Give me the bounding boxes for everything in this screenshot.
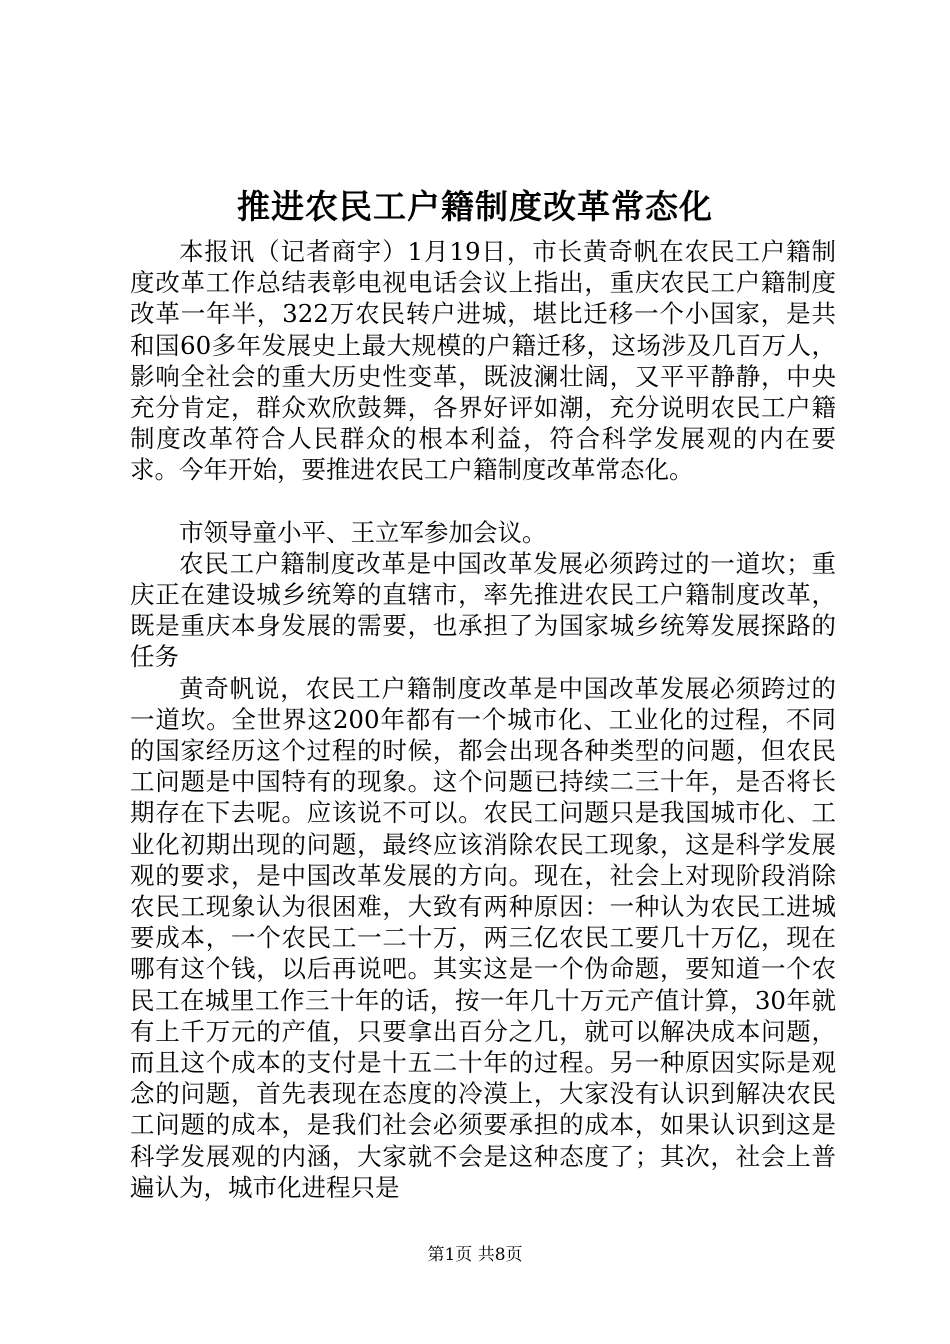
document-title: 推进农民工户籍制度改革常态化 [237, 187, 713, 226]
paragraph-huang-remarks: 黄奇帆说，农民工户籍制度改革是中国改革发展必须跨过的一道坎。全世界这200年都有一个城市化、工业化的过程，不同的国家经历这个过程的时候，都会出现各种类型的问题，但农民工问题是中国特有的现象。这个问题已持续二三十年，是否将长期存在下去呢。应该说不可以。农民工问题只是我国城市化、工业化初期出现的问题，最终应该消除农民工现象，这是科学发展观的要求，是中国改革发展的方向。现在，社会上对现阶段消除农民工现象认为很困难，大致有两种原因：一种认为农民工进城要成本，一个农民工一二十万，两三亿农民工要几十万亿，现在哪有这个钱，以后再说吧。其实这是一个伪命题，要知道一个农民工在城里工作三十年的话，按一年几十万元产值计算，30年就有上千万元的产值，只要拿出百分之几，就可以解决成本问题，而且这个成本的支付是十五二十年的过程。另一种原因实际是观念的问题，首先表现在态度的冷漠上，大家没有认识到解决农民工问题的成本，是我们社会必须要承担的成本，如果认识到这是科学发展观的内涵，大家就不会是这种态度了；其次，社会上普遍认为，城市化进程只是 [130, 673, 836, 1202]
paragraph-lead: 本报讯（记者商宇）1月19日，市长黄奇帆在农民工户籍制度改革工作总结表彰电视电话会议上指出，重庆农民工户籍制度改革一年半，322万农民转户进城，堪比迁移一个小国家，是共和国60多年发展史上最大规模的户籍迁移，这场涉及几百万人，影响全社会的重大历史性变革，既波澜壮阔，又平平静静，中央充分肯定，群众欢欣鼓舞，各界好评如潮，充分说明农民工户籍制度改革符合人民群众的根本利益，符合科学发展观的内在要求。今年开始，要推进农民工户籍制度改革常态化。 [130, 237, 836, 485]
paragraph-attendees: 市领导童小平、王立军参加会议。 [179, 517, 547, 547]
article-body [130, 236, 836, 1203]
page-footer: 第1页 共8页 [427, 1245, 523, 1265]
paragraph-reform-necessity: 农民工户籍制度改革是中国改革发展必须跨过的一道坎；重庆正在建设城乡统筹的直辖市，率先推进农民工户籍制度改革，既是重庆本身发展的需要，也承担了为国家城乡统筹发展探路的任务 [130, 548, 836, 672]
